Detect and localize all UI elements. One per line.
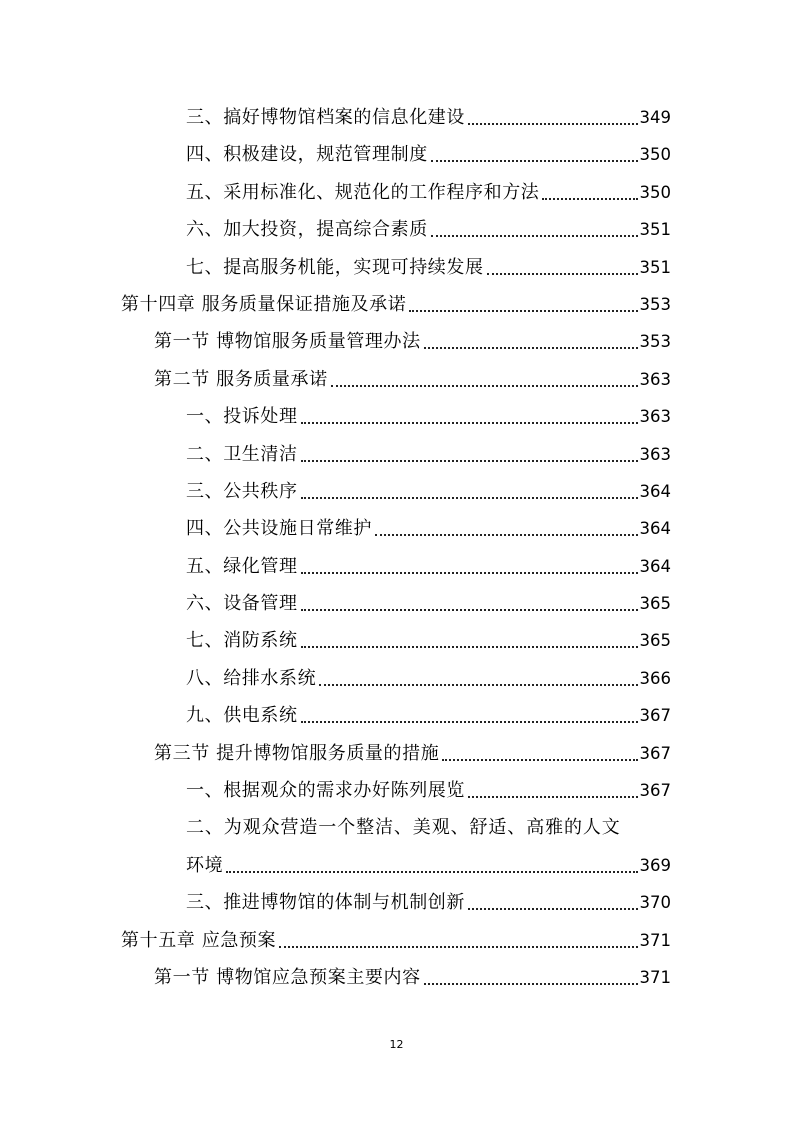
dot-leader [542, 198, 637, 200]
toc-entry-page: 353 [639, 294, 671, 314]
dot-leader [301, 609, 638, 611]
toc-entry-page: 367 [639, 781, 671, 801]
toc-entry-title: 第一节 博物馆应急预案主要内容 [154, 966, 421, 988]
toc-chapter-entry[interactable] [0, 923, 793, 960]
dot-leader [301, 721, 638, 723]
toc-entry[interactable] [0, 100, 793, 137]
dot-leader [487, 273, 638, 275]
toc-entry-page: 367 [639, 743, 671, 763]
toc-entry-page: 364 [639, 519, 671, 539]
page-footer-number: 12 [389, 1038, 404, 1051]
toc-entry-title: 六、设备管理 [186, 593, 298, 615]
toc-entry-page: 353 [639, 332, 671, 352]
toc-entry-wrapped-second-line[interactable] [0, 848, 793, 885]
toc-entry-title: 六、加大投资，提高综合素质 [186, 219, 428, 241]
toc-section-entry[interactable] [0, 362, 793, 399]
toc-entry-title: 第二节 服务质量承诺 [154, 368, 328, 390]
dot-leader [301, 497, 638, 499]
toc-entry-title: 二、卫生清洁 [186, 443, 298, 465]
toc-entry-title: 第三节 提升博物馆服务质量的措施 [154, 742, 440, 764]
toc-entry[interactable] [0, 698, 793, 735]
toc-entry-page: 365 [639, 594, 671, 614]
dot-leader [301, 460, 638, 462]
dot-leader [431, 160, 638, 162]
toc-entry-title: 三、搞好博物馆档案的信息化建设 [186, 107, 465, 128]
toc-entry-page: 371 [639, 930, 671, 950]
toc-entry-title: 第十四章 服务质量保证措施及承诺 [121, 293, 407, 315]
toc-entry-page: 364 [639, 556, 671, 576]
dot-leader [424, 347, 638, 349]
toc-entry-page: 369 [639, 855, 671, 875]
toc-section-entry[interactable] [0, 324, 793, 361]
toc-entry-title: 第十五章 应急预案 [121, 929, 277, 951]
toc-section-entry[interactable] [0, 736, 793, 773]
toc-entry-page: 363 [639, 407, 671, 427]
toc-entry-title: 七、提高服务机能，实现可持续发展 [186, 256, 484, 278]
toc-entry[interactable] [0, 474, 793, 511]
dot-leader [375, 534, 638, 536]
toc-entry-title: 四、积极建设，规范管理制度 [186, 144, 428, 166]
toc-entry[interactable] [0, 137, 793, 174]
toc-entry-wrapped-first-line[interactable] [0, 810, 793, 847]
dot-leader [424, 983, 638, 985]
toc-entry-page: 350 [639, 145, 671, 165]
toc-entry-title: 五、采用标准化、规范化的工作程序和方法 [186, 181, 540, 203]
toc-entry[interactable] [0, 250, 793, 287]
toc-entry[interactable] [0, 623, 793, 660]
toc-entry-title: 三、推进博物馆的体制与机制创新 [186, 892, 465, 914]
toc-entry[interactable] [0, 437, 793, 474]
toc-entry-title: 八、给排水系统 [186, 667, 317, 689]
toc-entry-page: 370 [639, 893, 671, 913]
dot-leader [301, 422, 638, 424]
toc-entry-page: 363 [639, 369, 671, 389]
toc-entry-title: 一、投诉处理 [186, 406, 298, 428]
toc-entry-title: 二、为观众营造一个整洁、美观、舒适、高雅的人文 [186, 817, 621, 839]
toc-entry-title: 五、绿化管理 [186, 555, 298, 577]
dot-leader [279, 946, 637, 948]
dot-leader [331, 385, 638, 387]
dot-leader [319, 684, 637, 686]
toc-entry-title: 四、公共设施日常维护 [186, 518, 372, 540]
toc-entry[interactable] [0, 511, 793, 548]
toc-entry-page: 351 [639, 220, 671, 240]
dot-leader [468, 123, 638, 125]
toc-entry-page: 350 [639, 182, 671, 202]
toc-entry[interactable] [0, 773, 793, 810]
toc-entry[interactable] [0, 399, 793, 436]
dot-leader [431, 235, 638, 237]
toc-chapter-entry[interactable] [0, 287, 793, 324]
dot-leader [301, 572, 638, 574]
toc-entry-page: 365 [639, 631, 671, 651]
toc-entry[interactable] [0, 661, 793, 698]
dot-leader [468, 796, 638, 798]
toc-entry-title-continued: 环境 [186, 854, 224, 876]
toc-entry[interactable] [0, 885, 793, 922]
toc-entry[interactable] [0, 549, 793, 586]
toc-entry[interactable] [0, 175, 793, 212]
toc-entry-title: 三、公共秩序 [186, 480, 298, 502]
toc-entry-title: 七、消防系统 [186, 630, 298, 652]
dot-leader [301, 646, 638, 648]
toc-entry-page: 351 [639, 257, 671, 277]
toc-entry[interactable] [0, 586, 793, 623]
toc-entry-page: 349 [639, 108, 671, 127]
toc-entry[interactable] [0, 212, 793, 249]
dot-leader [442, 759, 637, 761]
table-of-contents [0, 100, 793, 997]
toc-entry-page: 371 [639, 967, 671, 987]
toc-entry-page: 364 [639, 481, 671, 501]
toc-entry-title: 一、根据观众的需求办好陈列展览 [186, 780, 465, 802]
dot-leader [468, 908, 638, 910]
toc-entry-title: 九、供电系统 [186, 705, 298, 727]
toc-entry-title: 第一节 博物馆服务质量管理办法 [154, 331, 421, 353]
toc-entry-page: 363 [639, 444, 671, 464]
toc-section-entry[interactable] [0, 960, 793, 997]
dot-leader [226, 871, 637, 873]
toc-entry-page: 367 [639, 706, 671, 726]
dot-leader [409, 310, 637, 312]
toc-entry-page: 366 [639, 668, 671, 688]
